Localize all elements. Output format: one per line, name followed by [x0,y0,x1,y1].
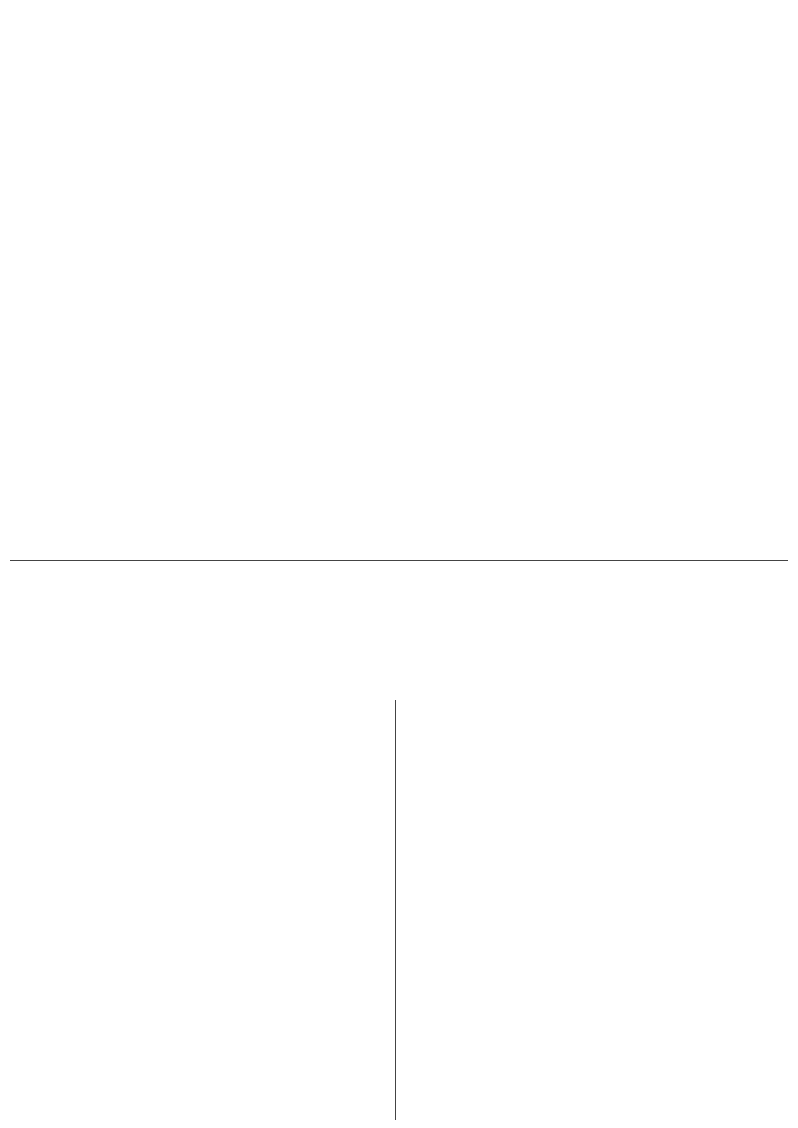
section-divider [10,560,788,561]
lower-text-block [14,572,784,1120]
upper-text-block [14,6,784,551]
signature-rule [395,700,396,1120]
